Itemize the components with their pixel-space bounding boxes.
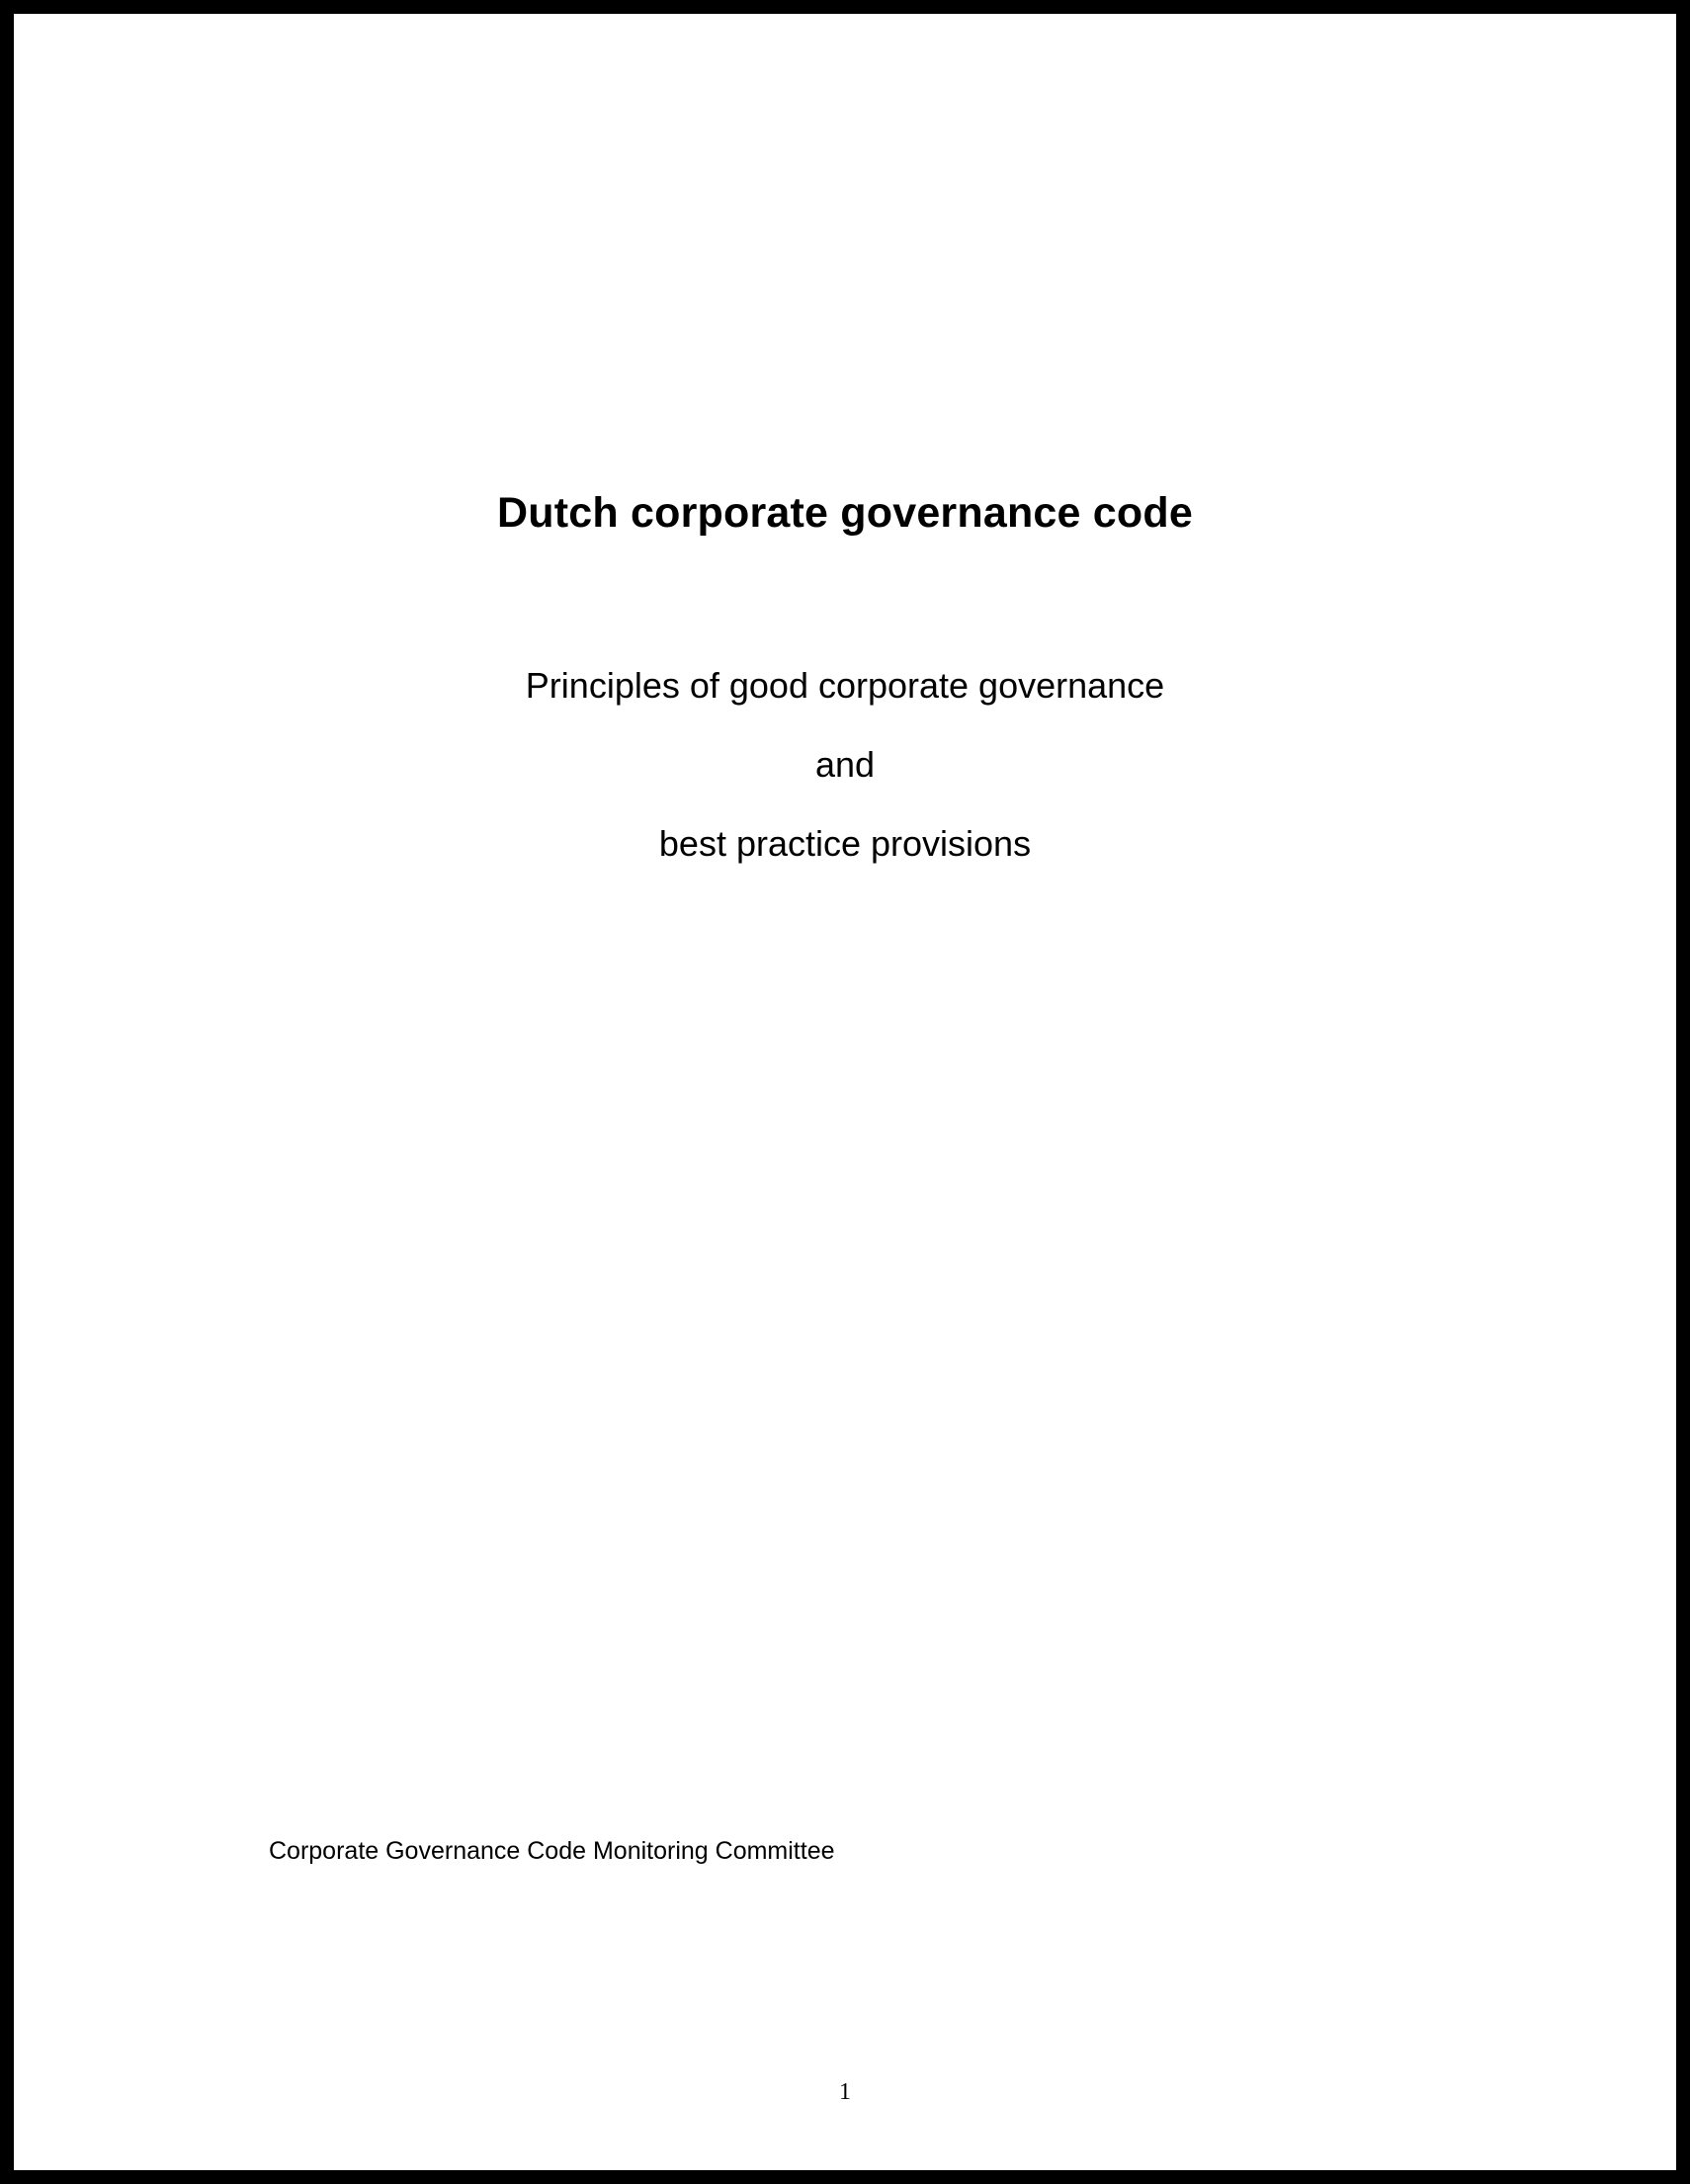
subtitle-line-2: and [814, 744, 876, 785]
subtitle-line-3: best practice provisions [658, 823, 1032, 864]
committee-credit: Corporate Governance Code Monitoring Committee [269, 1837, 835, 1865]
document-page [14, 14, 1676, 2170]
page-number: 1 [839, 2079, 851, 2105]
title-block [14, 488, 1676, 540]
subtitle-block [14, 646, 1676, 883]
subtitle-line-1: Principles of good corporate governance [525, 665, 1165, 706]
page-title: Dutch corporate governance code [497, 489, 1193, 537]
